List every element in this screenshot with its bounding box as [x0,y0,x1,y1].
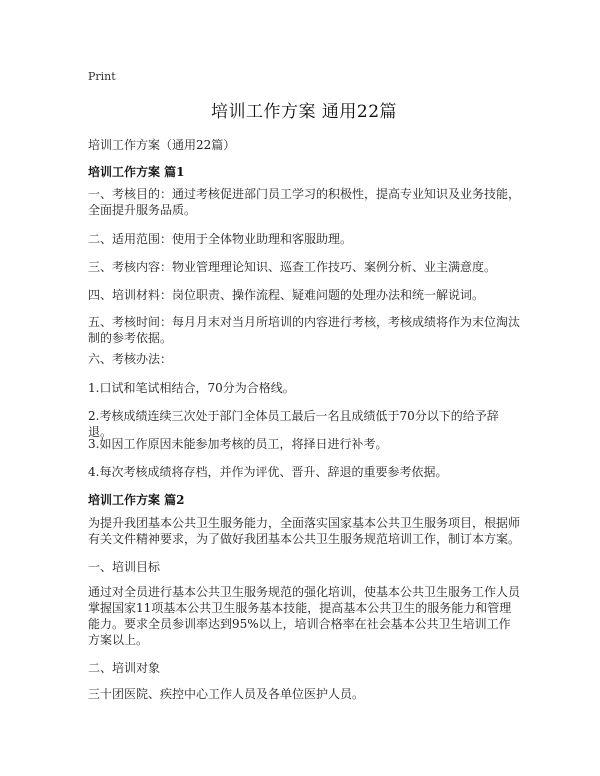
paragraph: 六、考核办法： [88,352,173,366]
paragraph: 三、考核内容：物业管理理论知识、巡查工作技巧、案例分析、业主满意度。 [88,260,497,274]
paragraph: 二、适用范围：使用于全体物业助理和客服助理。 [88,232,353,246]
paragraph: 1.口试和笔试相结合，70分为合格线。 [88,381,295,395]
document-subtitle: 培训工作方案（通用22篇） [88,138,236,152]
paragraph: 五、考核时间：每月月末对当月所培训的内容进行考核，考核成绩将作为末位淘汰制的参考依据。 [88,315,521,345]
paragraph: 四、培训材料：岗位职责、操作流程、疑难问题的处理办法和统一解说词。 [88,288,485,302]
section-heading-1: 培训工作方案 篇1 [88,165,185,179]
section-heading-2: 培训工作方案 篇2 [88,493,185,507]
page-title: 培训工作方案 通用22篇 [210,102,398,122]
paragraph: 3.如因工作原因未能参加考核的员工，将择日进行补考。 [88,437,388,451]
paragraph: 一、培训目标 [88,560,161,574]
paragraph: 三十团医院、疾控中心工作人员及各单位医护人员。 [88,687,365,701]
paragraph: 通过对全员进行基本公共卫生服务规范的强化培训，使基本公共卫生服务工作人员掌握国家11项基本公共卫生服务基本技能，提高基本公共卫生的服务能力和管理能力。要求全员参训率达到95%以上，培训合格率在社会基本公共卫生培训工作方案以上。 [88,585,521,647]
paragraph: 一、考核目的：通过考核促进部门员工学习的积极性，提高专业知识及业务技能，全面提升服务品质。 [88,187,521,217]
paragraph: 2.考核成绩连续三次处于部门全体员工最后一名且成绩低于70分以下的给予辞退。 [88,409,499,439]
paragraph: 为提升我团基本公共卫生服务能力，全面落实国家基本公共卫生服务项目，根据师有关文件精神要求，为了做好我团基本公共卫生服务规范培训工作，制订本方案。 [88,516,521,546]
print-link[interactable]: Print [88,70,116,83]
paragraph: 二、培训对象 [88,661,161,675]
paragraph: 4.每次考核成绩将存档，并作为评优、晋升、辞退的重要参考依据。 [88,465,448,479]
